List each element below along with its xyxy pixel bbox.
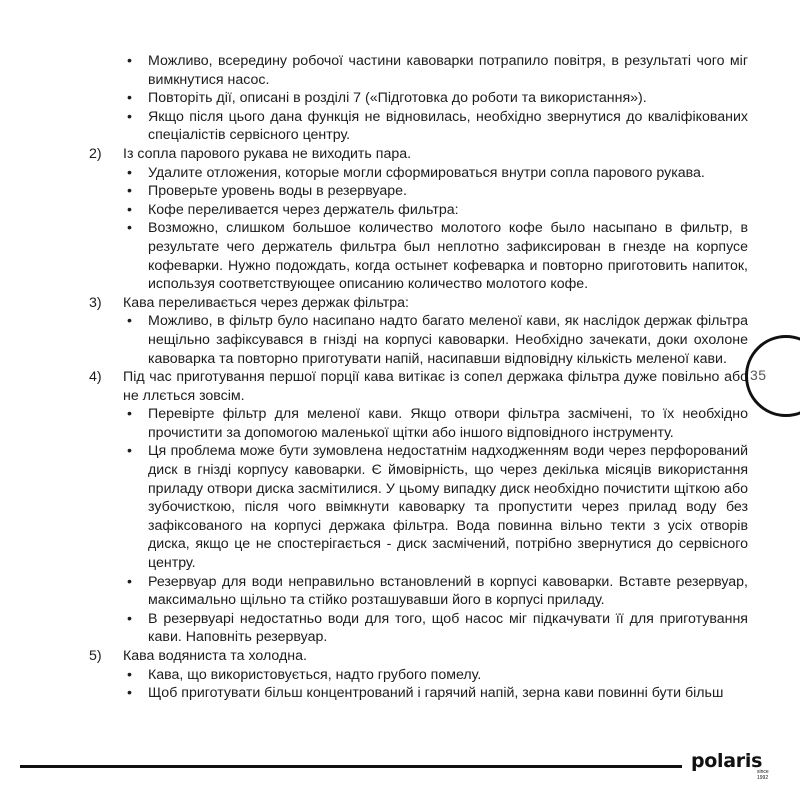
bullet-item: • В резервуарі недостатньо води для того, щоб насос міг підкачувати її для приготування кави. Наповніть резервуар.: [88, 610, 748, 647]
bullet-item: • Можливо, всередину робочої частини кавоварки потрапило повітря, в результаті чого міг вимкнутися насос.: [88, 52, 748, 89]
bullet-item: • Возможно, слишком большое количество молотого кофе было насыпано в фильтр, в результате чего держатель фильтра был неплотно зафиксирован в гнезде на корпусе кофеварки. Нужно подождать, когда остынет кофеварка и повторно приготовить напиток, используя соответствующее описанию количество молотого кофе.: [88, 219, 748, 293]
bullet-item: • Якщо після цього дана функція не відновилась, необхідно звернутися до кваліфікованих спеціалістів сервісного центру.: [88, 108, 748, 145]
bullet-item: • Удалите отложения, которые могли сформироваться внутри сопла парового рукава.: [88, 164, 748, 183]
logo-since: since 1992: [757, 769, 769, 781]
page-number: 35: [750, 367, 767, 383]
bullet-item: • Можливо, в фільтр було насипано надто багато меленої кави, як наслідок держак фільтра нещільно зафіксувався в гнізді на корпусі кавоварки. Необхідно зачекати, доки охолоне кавоварка та повторно приготувати напій, насипавши відповідну кількість меленої кави.: [88, 312, 748, 368]
bullet-item: • Повторіть дії, описані в розділі 7 («Підготовка до роботи та використання»).: [88, 89, 748, 108]
bullet-item: • Проверьте уровень воды в резервуаре.: [88, 182, 748, 201]
section-number: 5): [89, 648, 102, 664]
section-heading-text: Під час приготування першої порції кава витікає із сопел держака фільтра дуже повільно або не ллється зовсім.: [123, 369, 748, 404]
bullet-item: • Перевірте фільтр для меленої кави. Якщо отвори фільтра засмічені, то їх необхідно прочистити за допомогою маленької щітки або іншого відповідного інструменту.: [88, 405, 748, 442]
section-heading: [88, 145, 748, 164]
footer-divider: [20, 765, 682, 768]
section-heading: [88, 368, 748, 405]
brand-logo: [691, 750, 781, 782]
section-heading-text: Кава переливається через держак фільтра:: [123, 294, 409, 311]
logo-wordmark: polaris: [691, 750, 763, 772]
section-heading: [88, 647, 748, 666]
bullet-item: • Кофе переливается через держатель фильтра:: [88, 201, 748, 220]
section-number: 4): [89, 369, 102, 386]
bullet-item: • Резервуар для води неправильно встановлений в корпусі кавоварки. Вставте резервуар, максимально щільно та стійко розташувавши його в корпусі приладу.: [88, 573, 748, 610]
section-heading-text: Кава водяниста та холодна.: [123, 648, 307, 664]
bullet-item: • Кава, що використовується, надто грубого помелу.: [88, 666, 748, 685]
bullet-item: • Щоб приготувати більш концентрований і гарячий напій, зерна кави повинні бути більш: [88, 684, 748, 703]
section-heading-text: Із сопла парового рукава не виходить пара.: [123, 145, 412, 162]
section-number: 3): [89, 294, 102, 311]
manual-text: [88, 52, 748, 703]
section-heading: [88, 294, 748, 313]
bullet-item: • Ця проблема може бути зумовлена недостатнім надходженням води через перфорований диск в гнізді корпусу кавоварки. Є ймовірність, що через декілька місяців використання приладу отвори диска засмітилися. У цьому випадку диск необхідно почистити щіткою або зубочисткою, після чого ввімкнути кавоварку та пропустити через прилад воду без зафіксованого на корпусі держака фільтра. Вода повинна вільно текти з усіх отворів диска, якщо це не спостерігається - диск засмічений, потрібно звернутися до сервісного центру.: [88, 442, 748, 572]
section-number: 2): [89, 145, 102, 162]
